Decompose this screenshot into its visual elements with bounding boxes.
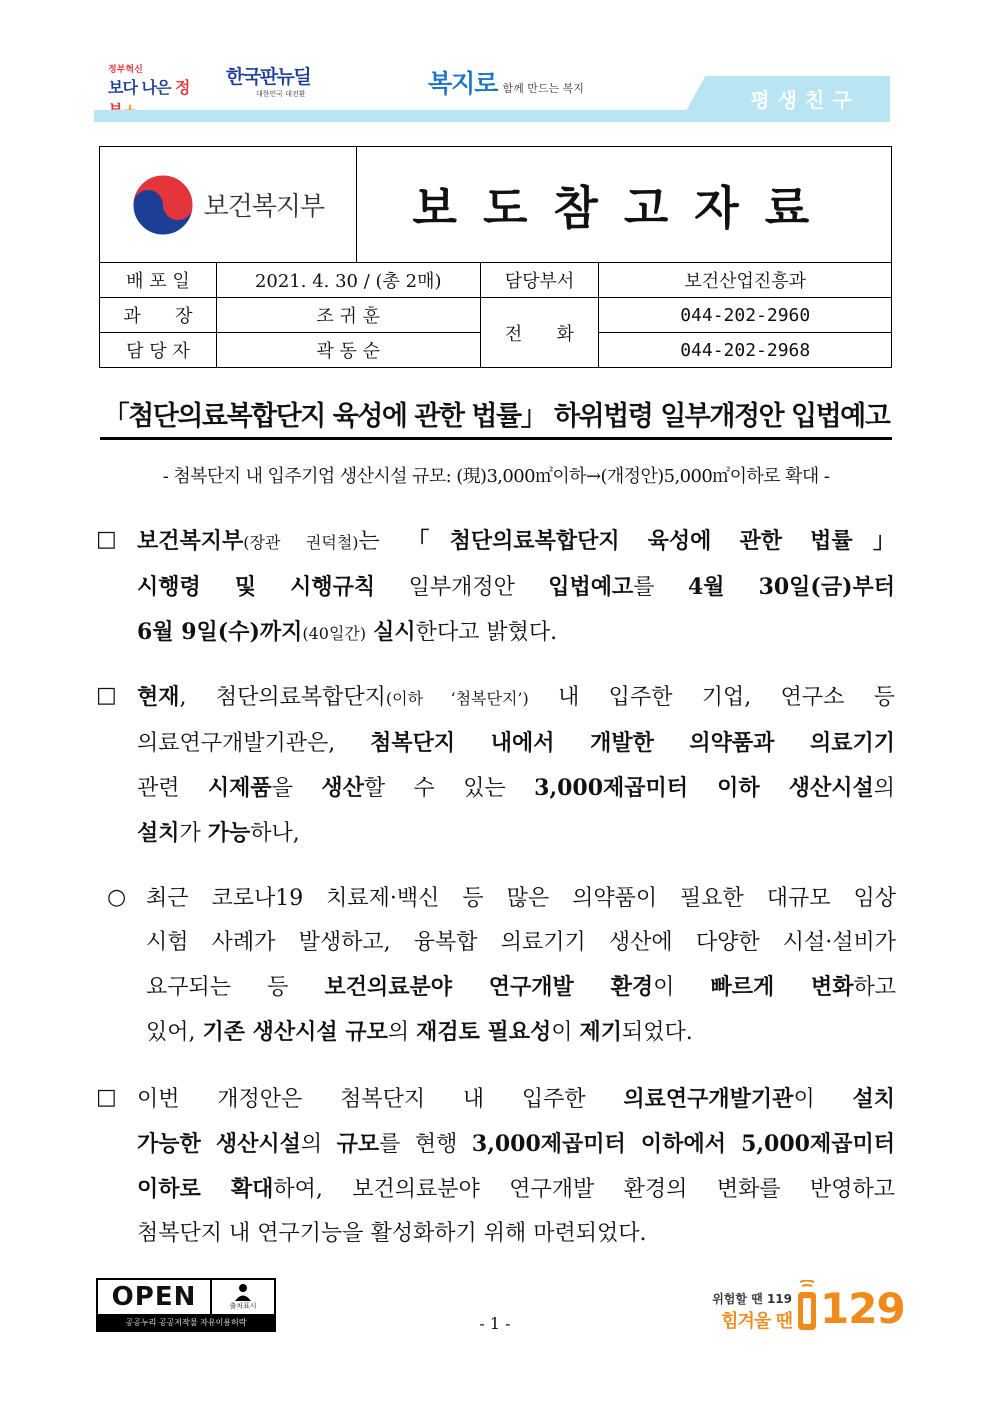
ministry-name: 보건복지부 (203, 192, 325, 222)
taegeuk-icon (132, 174, 194, 236)
bokji-slogan: 함께 만드는 복지 (502, 82, 584, 95)
date-value: 2021. 4. 30 / (총 2매) (216, 263, 480, 298)
page-subtitle: - 첨복단지 내 입주기업 생산시설 규모: (現)3,000㎡이하→(개정안)5,000㎡이하로 확대 - (162, 466, 830, 487)
ministry-logo-cell (100, 147, 357, 263)
dept-value: 보건산업진흥과 (599, 263, 892, 298)
bokji-logo-text: 복지로 (428, 69, 498, 98)
press-info-table (99, 146, 892, 368)
paragraph-4: 이번 개정안은 첨복단지 내 입주한 의료연구개발기관이 설치 가능한 생산시설의 규모를 현행 3,000제곱미터 이하에서 5,000제곱미터 이하로 확대하여, 보건의료분야 연구개발 환경의 변화를 반영하고 첨복단지 내 연구기능을 활성화하기 위해 마련되었다. (137, 1086, 895, 1246)
person-icon (234, 1283, 252, 1301)
staff-value: 곽 동 순 (216, 333, 480, 368)
p4-bullet: □ (96, 1085, 117, 1110)
gov-logo-small-text: 정부혁신 (108, 65, 143, 75)
phone-label: 전 화 (480, 298, 599, 368)
phone-2: 044-202-2968 (599, 333, 892, 368)
paragraph-3: 최근 코로나19 치료제·백신 등 많은 의약품이 필요한 대규모 임상 시험 사례가 발생하고, 융복합 의료기기 생산에 다양한 시설·설비가 요구되는 등 보건의료분야 연구개발 환경이 빠르게 변화하고 있어, 기존 생산시설 규모의 재검토 필요성이 제기되었다. (146, 886, 897, 1045)
korean-new-deal-logo (226, 62, 336, 106)
phone-icon (794, 1280, 820, 1334)
gov-logo-text-1: 보다 나은 (108, 78, 171, 97)
page-title: 「첨단의료복합단지 육성에 관한 법률」 하위법령 일부개정안 입법예고 (102, 401, 890, 432)
p2-bullet: □ (96, 683, 117, 708)
director-label: 과 장 (100, 298, 217, 333)
kn-logo-sub: 대한민국 대전환 (256, 90, 306, 98)
gov-logo-text-2: 정 (174, 78, 190, 97)
open-sub: 공공누리 공공저작물 자유이용허락 (98, 1314, 274, 1330)
title-underline (100, 437, 892, 440)
dept-label: 담당부서 (480, 263, 599, 298)
director-value: 조 귀 훈 (216, 298, 480, 333)
paragraph-1: 보건복지부(장관 권덕철)는 「첨단의료복합단지 육성에 관한 법률」 시행령 및 시행규칙 일부개정안 입법예고를 4월 30일(금)부터 6월 9일(수)까지(40일간) 실시한다고 밝혔다. (137, 528, 896, 645)
p3-bullet: ○ (107, 885, 127, 910)
bokjiro-logo (428, 64, 618, 104)
helpline-small: 위험할 땐 119 (712, 1292, 792, 1306)
helpline-129-logo (712, 1276, 905, 1336)
helpline-number: 129 (820, 1284, 905, 1333)
paragraph-2: 현재, 첨단의료복합단지(이하 ‘첨복단지’) 내 입주한 기업, 연구소 등 의료연구개발기관은, 첨복단지 내에서 개발한 의약품과 의료기기 관련 시제품을 생산할 수 있는 3,000제곱미터 이하 생산시설의 설치가 가능하나, (137, 684, 895, 846)
staff-label: 담 당 자 (100, 333, 217, 368)
header-tab-label: 평생친구 (750, 88, 860, 112)
page-number: - 1 - (479, 1314, 511, 1333)
doc-type-title: 보도참고자료 (412, 180, 836, 235)
kogl-open-logo (96, 1278, 276, 1332)
phone-1: 044-202-2960 (599, 298, 892, 333)
p1-bullet: □ (96, 527, 117, 552)
gov-innovation-logo (108, 62, 202, 106)
open-label: OPEN (98, 1280, 212, 1314)
open-badge: 출처표시 (229, 1302, 257, 1310)
helpline-big: 힘겨울 땐 (721, 1311, 792, 1332)
date-label: 배 포 일 (100, 263, 217, 298)
kn-logo-title: 한국판뉴딜 (226, 66, 311, 88)
